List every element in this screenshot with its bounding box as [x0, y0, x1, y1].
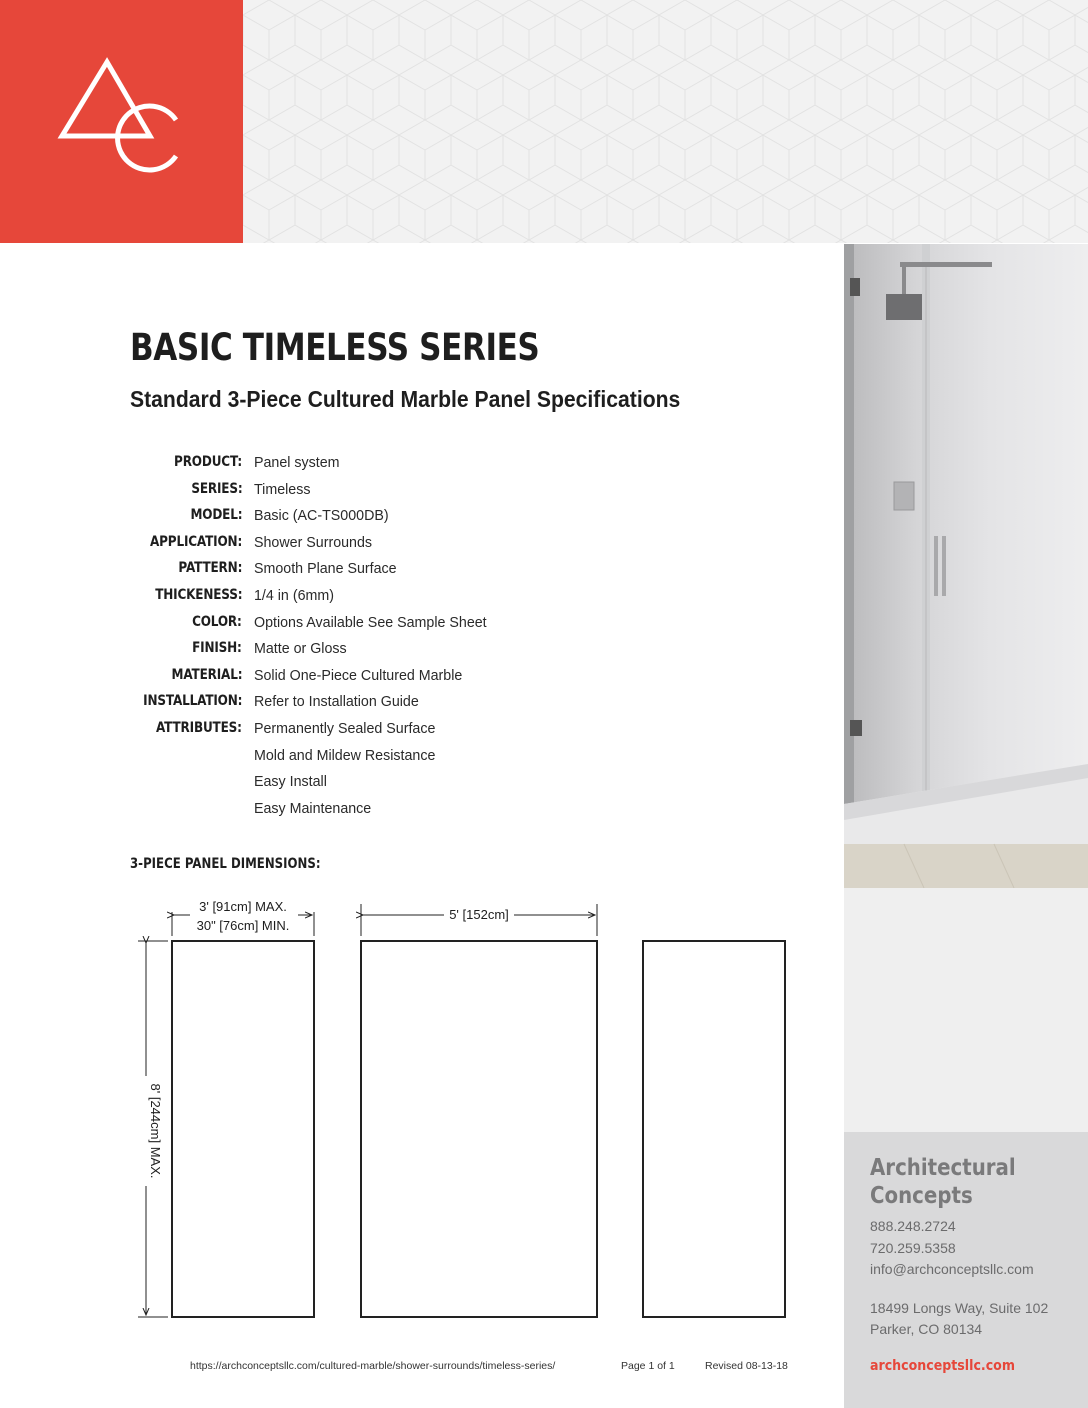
sidebar-light-panel — [844, 888, 1088, 1132]
spec-value: Matte or Gloss — [254, 640, 347, 658]
shower-photo — [844, 244, 1088, 888]
spec-row-material — [100, 667, 600, 694]
spec-label: THICKENESS: — [154, 586, 242, 603]
spec-value: 1/4 in (6mm) — [254, 586, 334, 604]
page-title: BASIC TIMELESS SERIES — [130, 326, 540, 369]
dimensions-heading: 3-PIECE PANEL DIMENSIONS: — [130, 856, 321, 872]
height-label: 8' [244cm] MAX. — [148, 1083, 163, 1179]
footer-revised-date: Revised 08-13-18 — [705, 1360, 788, 1372]
website-link[interactable]: archconceptsllc.com — [870, 1358, 1015, 1374]
footer-page-number: Page 1 of 1 — [621, 1360, 675, 1372]
side-panel-left — [172, 941, 314, 1317]
spec-label: ATTRIBUTES: — [156, 719, 242, 736]
spec-row-model — [100, 507, 600, 534]
cube-pattern-icon — [243, 0, 1088, 243]
page-subtitle: Standard 3-Piece Cultured Marble Panel Specifications — [130, 386, 681, 412]
company-name-line1: Architectural — [870, 1155, 1016, 1181]
spec-row-installation — [100, 693, 600, 720]
spec-row-application — [100, 534, 600, 561]
spec-label: SERIES: — [190, 480, 242, 497]
spec-row-attribute-extra — [100, 800, 600, 827]
side-panel-right — [643, 941, 785, 1317]
back-panel — [361, 941, 597, 1317]
spec-value: Shower Surrounds — [254, 533, 373, 551]
spec-label: PRODUCT: — [174, 454, 242, 470]
spec-label: PATTERN: — [178, 560, 242, 577]
ac-logo-icon — [0, 0, 243, 243]
spec-row-color — [100, 614, 600, 641]
spec-label: FINISH: — [192, 640, 242, 657]
spec-label: MATERIAL: — [171, 666, 242, 683]
spec-value: Solid One-Piece Cultured Marble — [254, 666, 463, 684]
contact-block — [870, 1154, 1080, 1341]
spec-value: Panel system — [254, 454, 340, 471]
spec-row-series — [100, 481, 600, 508]
side-width-max-label: 3' [91cm] MAX. — [199, 899, 287, 914]
address-line1: 18499 Longs Way, Suite 102 — [870, 1299, 1049, 1316]
spec-label: APPLICATION: — [149, 533, 242, 550]
spec-value: Easy Maintenance — [254, 799, 372, 817]
phone-primary[interactable]: 888.248.2724 — [870, 1218, 956, 1234]
spec-row-attribute-extra — [100, 773, 600, 800]
email-link[interactable]: info@archconceptsllc.com — [870, 1261, 1034, 1277]
spec-value: Refer to Installation Guide — [254, 693, 419, 711]
panel-dimension-diagram — [0, 880, 820, 1340]
spec-value: Options Available See Sample Sheet — [254, 613, 487, 631]
spec-label: INSTALLATION: — [142, 693, 242, 710]
spec-row-attributes — [100, 720, 600, 747]
spec-row-thickness — [100, 587, 600, 614]
side-width-min-label: 30" [76cm] MIN. — [196, 918, 290, 933]
spec-row-finish — [100, 640, 600, 667]
spec-list — [100, 454, 600, 826]
spec-label: MODEL: — [190, 507, 242, 524]
spec-row-product — [100, 454, 600, 481]
spec-value: Basic (AC-TS000DB) — [254, 507, 389, 525]
spec-row-attribute-extra — [100, 747, 600, 774]
shower-image-icon — [844, 244, 1088, 888]
spec-value: Easy Install — [254, 773, 327, 791]
company-name-line2: Concepts — [870, 1183, 973, 1209]
back-width-label: 5' [152cm] — [449, 907, 509, 922]
spec-row-pattern — [100, 560, 600, 587]
address-line2: Parker, CO 80134 — [870, 1321, 983, 1337]
phone-secondary[interactable]: 720.259.5358 — [870, 1239, 956, 1256]
spec-value: Permanently Sealed Surface — [254, 719, 436, 737]
spec-value: Timeless — [254, 480, 311, 498]
footer-url[interactable]: https://archconceptsllc.com/cultured-marble/shower-surrounds/timeless-series/ — [190, 1360, 556, 1372]
spec-label: COLOR: — [192, 613, 242, 630]
header-pattern — [243, 0, 1088, 243]
spec-value: Mold and Mildew Resistance — [254, 746, 436, 764]
spec-value: Smooth Plane Surface — [254, 560, 397, 578]
brand-logo-block — [0, 0, 243, 243]
